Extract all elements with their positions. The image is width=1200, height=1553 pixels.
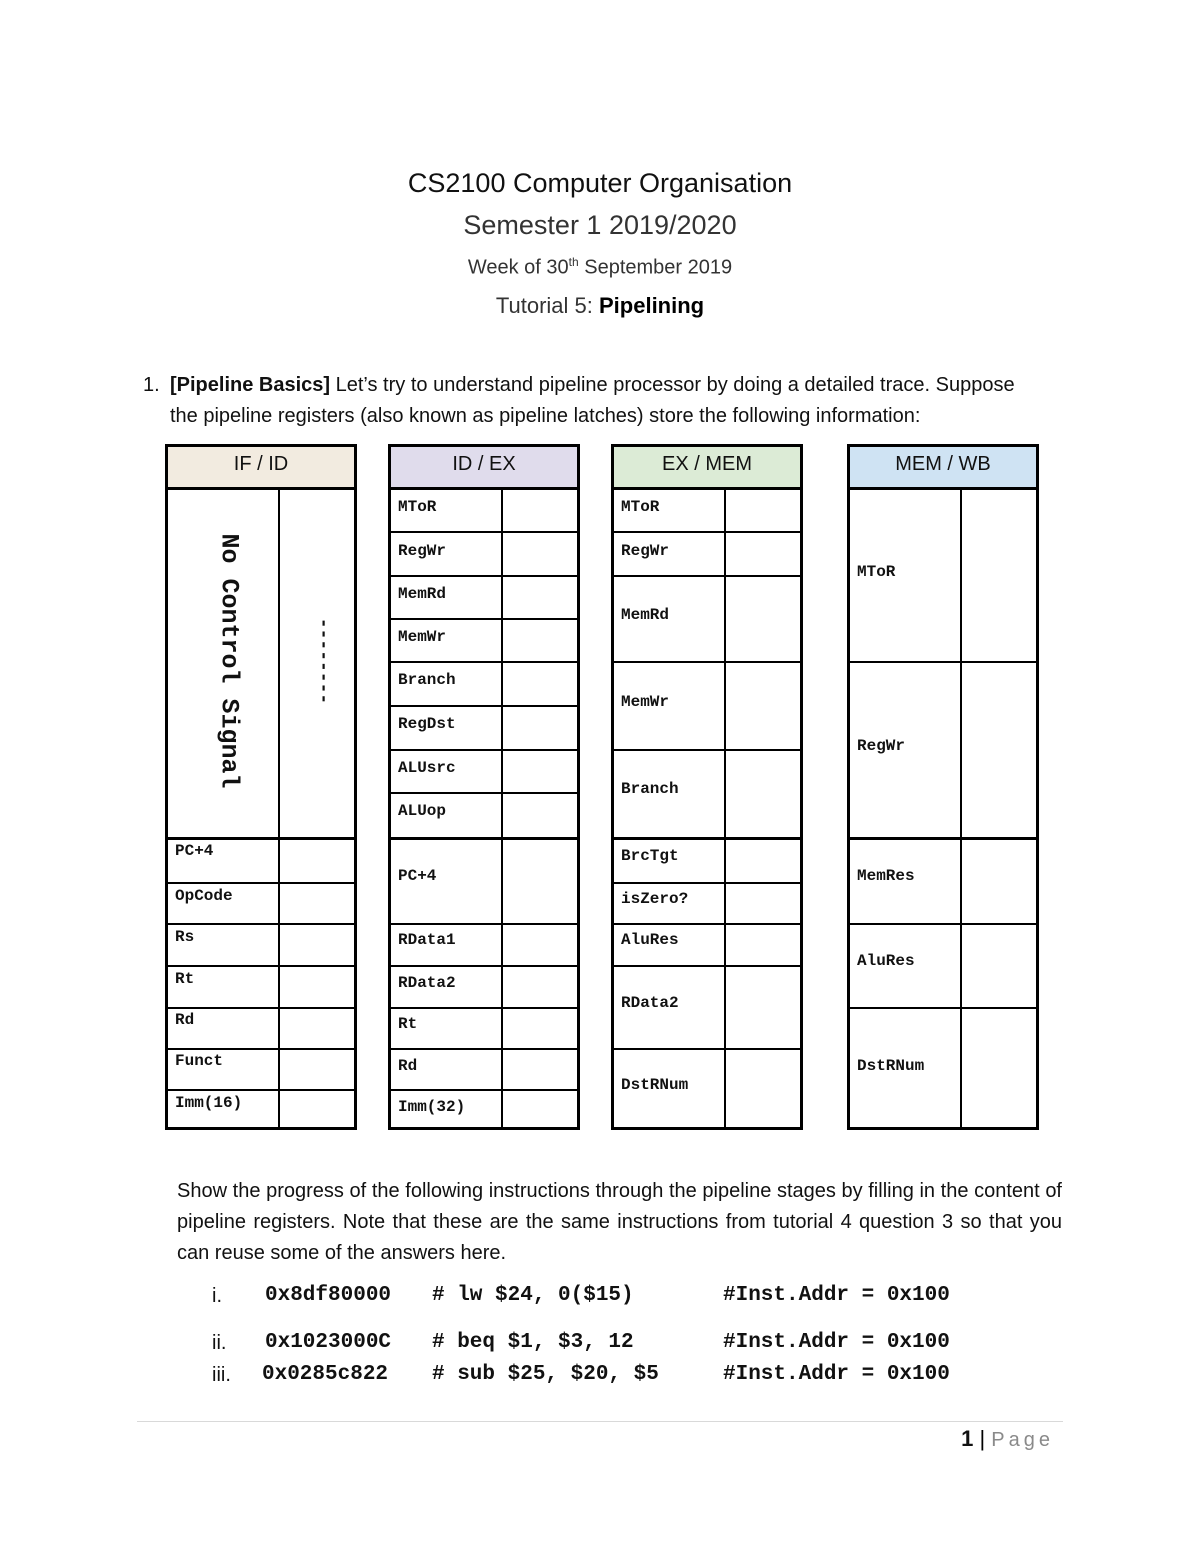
page-footer [961, 1426, 1054, 1452]
no-control-signal-label: No Control Signal [214, 532, 243, 789]
week-line [0, 255, 1200, 280]
field-alures: AluRes [857, 952, 915, 970]
column-divider [960, 490, 962, 1130]
instruction-index: i. [212, 1285, 222, 1307]
instruction-index: iii. [212, 1364, 231, 1386]
semester-line: Semester 1 2019/2020 [463, 210, 737, 240]
page-number: 1 [961, 1426, 974, 1451]
field-pc4: PC+4 [398, 867, 437, 885]
mem-wb-register [847, 444, 1039, 1130]
field-memwr: MemWr [621, 693, 670, 711]
field-rdata2: RData2 [398, 974, 456, 992]
field-brctgt: BrcTgt [621, 847, 679, 865]
field-rdata1: RData1 [398, 931, 456, 949]
if-id-title: IF / ID [168, 447, 354, 490]
field-rt: Rt [175, 970, 195, 988]
instruction-index: ii. [212, 1332, 227, 1354]
instruction-addr: #Inst.Addr = 0x100 [723, 1284, 950, 1307]
field-opcode: OpCode [175, 887, 233, 905]
footer-divider [137, 1421, 1063, 1422]
field-mtor: MToR [621, 498, 660, 516]
instructions-intro: Show the progress of the following instructions through the pipeline stages by filling in the content of pipeline registers. Note that these are the same instructions from tutorial 4 question 3 so that you can reuse some of the answers here. [177, 1180, 1062, 1264]
page-separator: | [973, 1426, 992, 1451]
field-imm32: Imm(32) [398, 1098, 466, 1116]
instruction-asm: # lw $24, 0($15) [432, 1284, 634, 1307]
field-rt: Rt [398, 1015, 418, 1033]
field-dstrnum: DstRNum [857, 1057, 925, 1075]
field-memwr: MemWr [398, 628, 447, 646]
instruction-hex: 0x8df80000 [265, 1284, 392, 1307]
document-title: CS2100 Computer Organisation [407, 168, 793, 198]
field-rd: Rd [398, 1057, 418, 1075]
field-dstrnum: DstRNum [621, 1076, 689, 1094]
question-text-line1: Let’s try to understand pipeline processor by doing a detailed trace. Suppose [330, 374, 1015, 396]
field-funct: Funct [175, 1052, 224, 1070]
id-ex-title: ID / EX [391, 447, 577, 490]
ex-mem-register [611, 444, 803, 1130]
field-aluop: ALUop [398, 802, 447, 820]
question-number: 1. [143, 374, 160, 396]
field-alusrc: ALUsrc [398, 759, 456, 777]
field-branch: Branch [621, 780, 679, 798]
field-regwr: RegWr [621, 542, 670, 560]
tutorial-prefix: Tutorial 5: [495, 293, 599, 318]
week-prefix: Week of 30 [467, 256, 569, 279]
instruction-asm: # beq $1, $3, 12 [432, 1331, 634, 1354]
instruction-asm: # sub $25, $20, $5 [432, 1363, 659, 1386]
field-mtor: MToR [398, 498, 437, 516]
tutorial-topic: Pipelining [599, 293, 705, 318]
week-superscript: th [568, 255, 579, 269]
field-mtor: MToR [857, 563, 896, 581]
id-ex-register [388, 444, 580, 1130]
field-regwr: RegWr [857, 737, 906, 755]
field-rd: Rd [175, 1011, 195, 1029]
question-label: [Pipeline Basics] [170, 374, 331, 396]
tutorial-line [0, 293, 1200, 319]
question-text-line2: the pipeline registers (also known as pipeline latches) store the following information: [170, 405, 921, 427]
field-memrd: MemRd [621, 606, 670, 624]
no-control-value: -------- [312, 617, 333, 704]
instruction-hex: 0x1023000C [265, 1331, 392, 1354]
field-regwr: RegWr [398, 542, 447, 560]
column-divider [501, 490, 503, 1130]
field-iszero: isZero? [621, 890, 689, 908]
field-alures: AluRes [621, 931, 679, 949]
question-text [170, 370, 1070, 432]
page-word: Page [991, 1429, 1054, 1451]
field-branch: Branch [398, 671, 456, 689]
field-memrd: MemRd [398, 585, 447, 603]
field-rs: Rs [175, 928, 195, 946]
instruction-addr: #Inst.Addr = 0x100 [723, 1331, 950, 1354]
field-pc4: PC+4 [175, 842, 214, 860]
field-imm16: Imm(16) [175, 1094, 243, 1112]
week-suffix: September 2019 [578, 256, 733, 279]
if-id-register [165, 444, 357, 1130]
field-rdata2: RData2 [621, 994, 679, 1012]
field-regdst: RegDst [398, 715, 456, 733]
mem-wb-title: MEM / WB [850, 447, 1036, 490]
ex-mem-title: EX / MEM [614, 447, 800, 490]
column-divider [278, 490, 280, 1130]
instruction-addr: #Inst.Addr = 0x100 [723, 1363, 950, 1386]
field-memres: MemRes [857, 867, 915, 885]
instruction-hex: 0x0285c822 [262, 1363, 389, 1386]
column-divider [724, 490, 726, 1130]
